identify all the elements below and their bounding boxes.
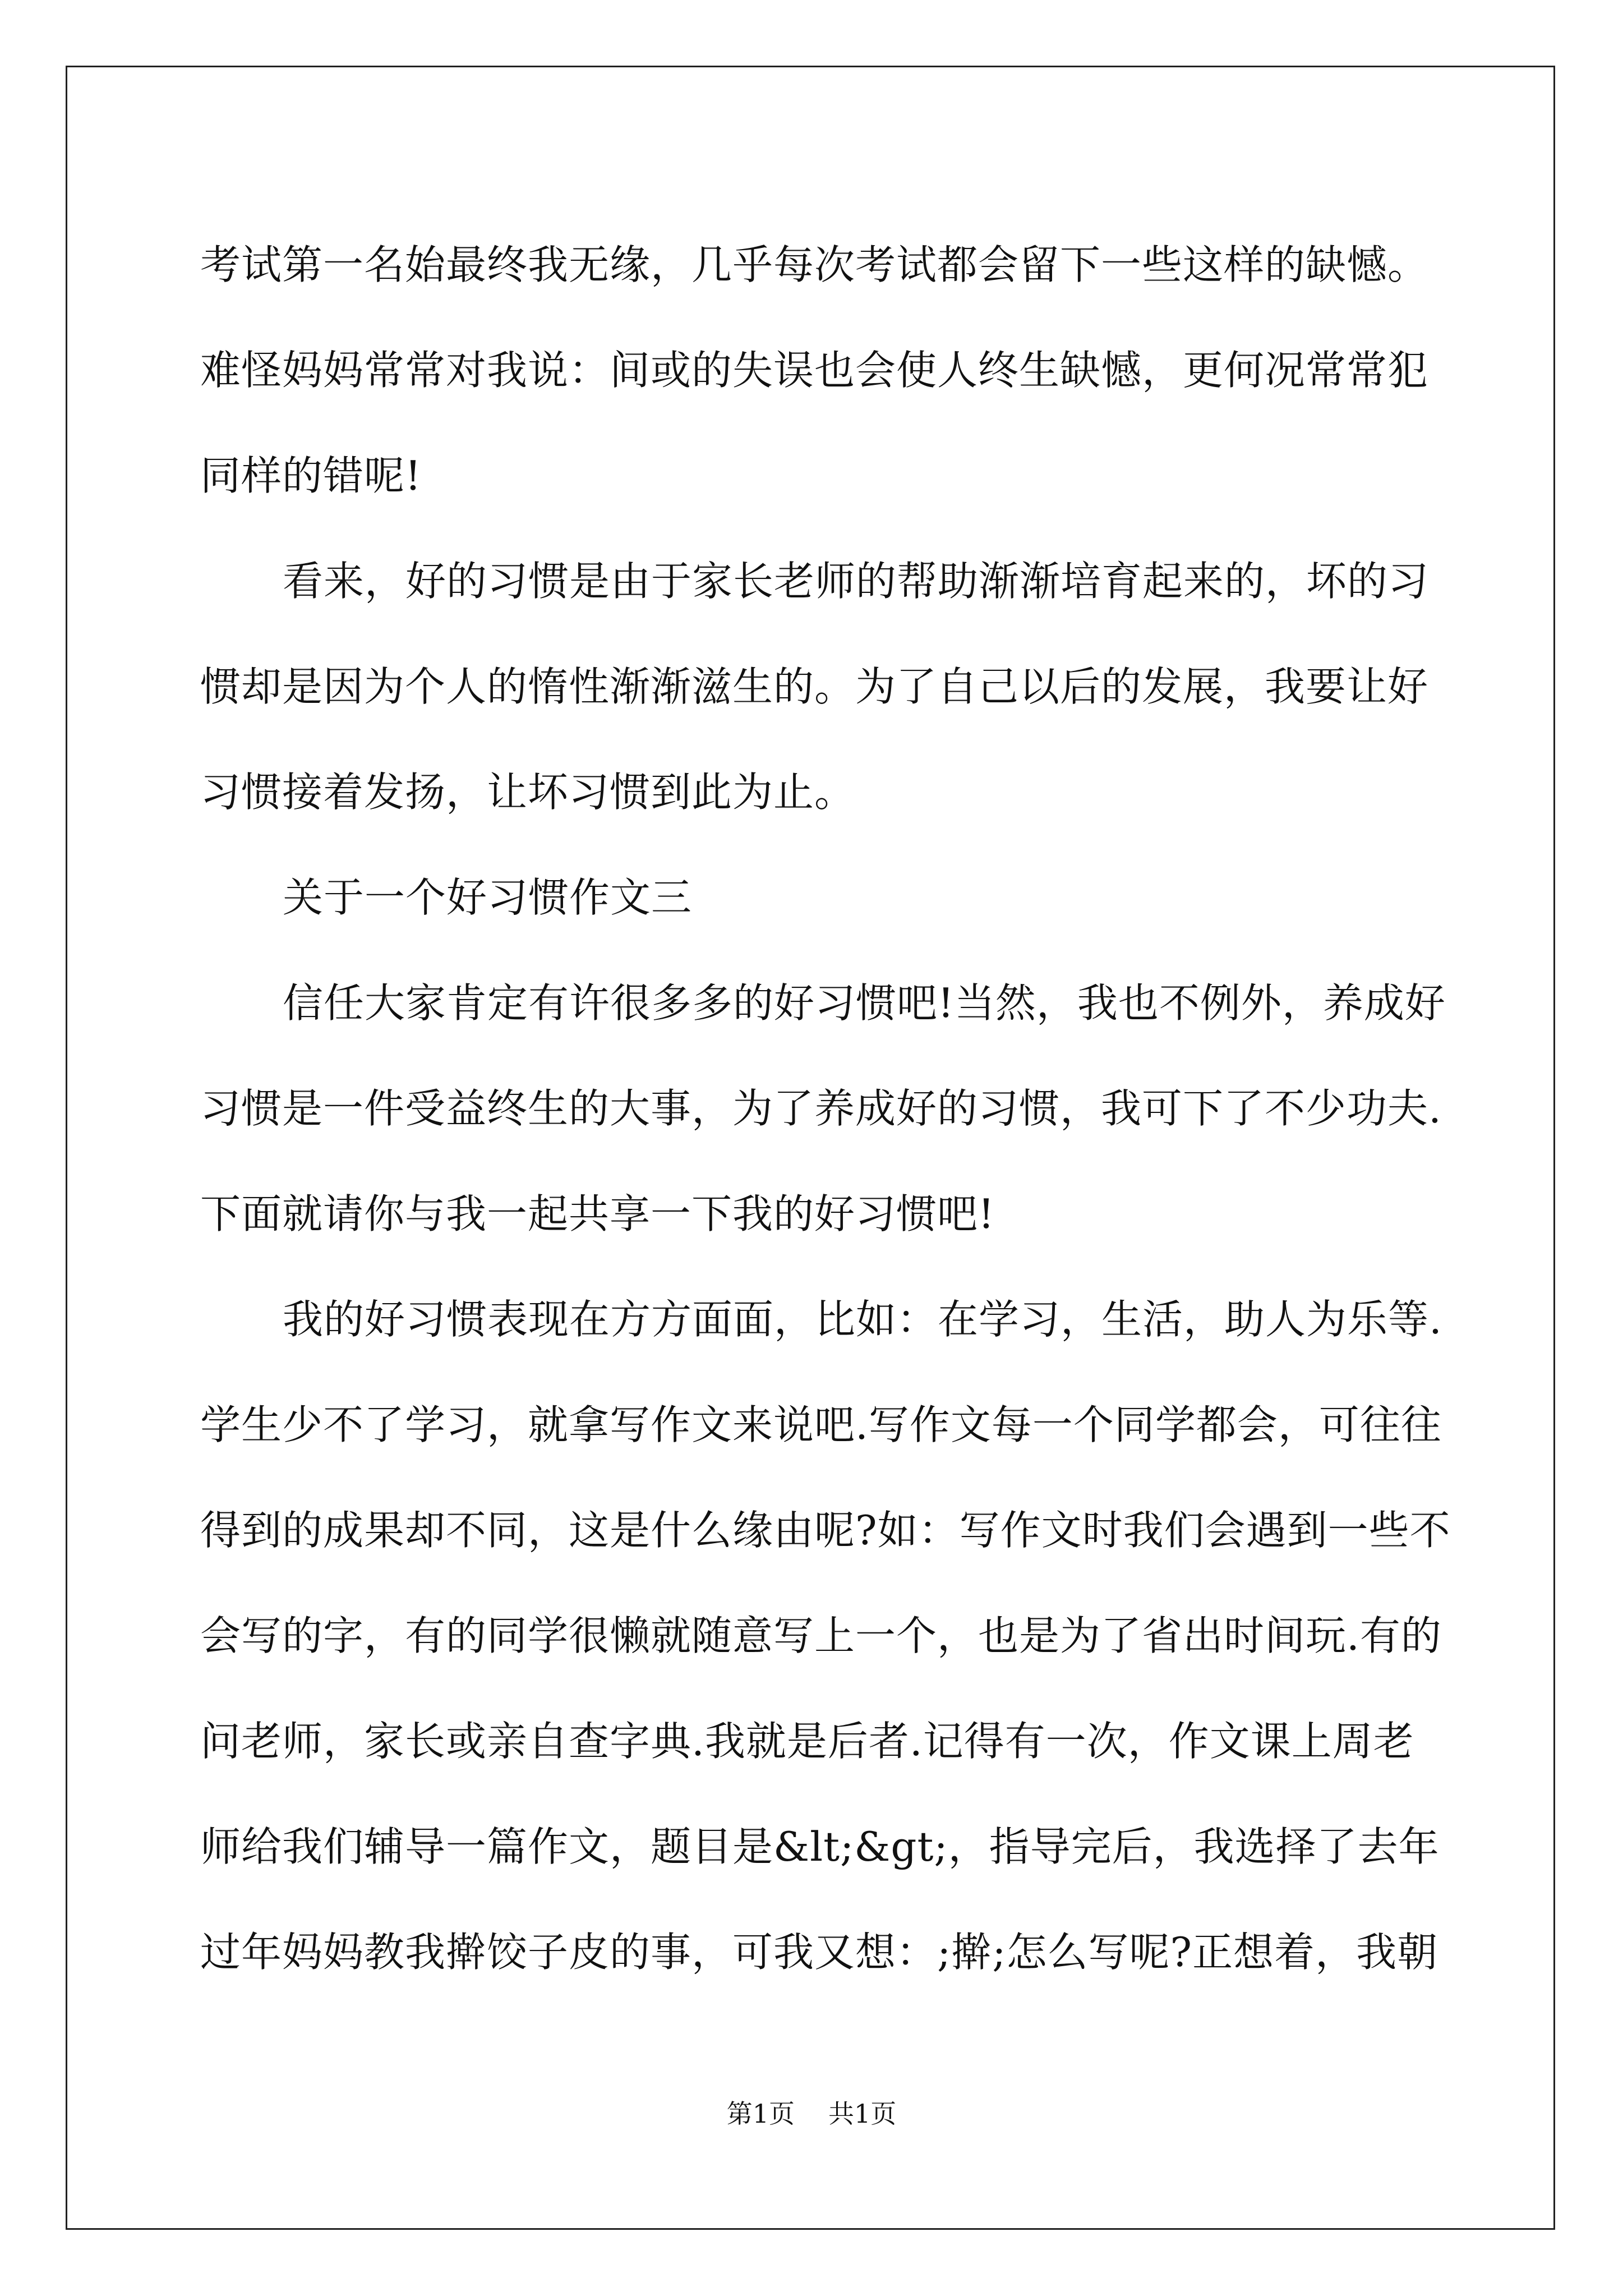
text-line: 得到的成果却不同，这是什么缘由呢?如：写作文时我们会遇到一些不	[200, 1507, 1451, 1554]
paragraph	[200, 528, 1451, 845]
text-line: 会写的字，有的同学很懒就随意写上一个，也是为了省出时间玩.有的	[200, 1612, 1442, 1659]
text-line: 看来，好的习惯是由于家长老师的帮助渐渐培育起来的，坏的习	[283, 558, 1430, 605]
text-line: 信任大家肯定有许很多多的好习惯吧!当然，我也不例外，养成好	[283, 979, 1446, 1027]
section-heading	[200, 845, 1451, 950]
paragraph	[200, 950, 1451, 1267]
text-line: 习惯接着发扬，让坏习惯到此为止。	[200, 769, 856, 816]
text-line: 同样的错呢!	[200, 452, 422, 499]
heading-text: 关于一个好习惯作文三	[283, 874, 693, 921]
text-line: 惯却是因为个人的惰性渐渐滋生的。为了自己以后的发展，我要让好	[200, 663, 1429, 710]
text-line: 学生少不了学习，就拿写作文来说吧.写作文每一个同学都会，可往往	[200, 1401, 1442, 1448]
page-footer	[0, 2097, 1623, 2131]
text-line: 师给我们辅导一篇作文，题目是&lt;&gt;，指导完后，我选择了去年	[200, 1823, 1440, 1870]
text-line: 过年妈妈教我擀饺子皮的事，可我又想：;擀;怎么写呢?正想着，我朝	[200, 1929, 1438, 1976]
text-line: 问老师，家长或亲自查字典.我就是后者.记得有一次，作文课上周老	[200, 1718, 1414, 1765]
text-line: 我的好习惯表现在方方面面，比如：在学习，生活，助人为乐等.	[283, 1296, 1442, 1343]
paragraph	[200, 1267, 1451, 2005]
text-line: 难怪妈妈常常对我说：间或的失误也会使人终生缺憾，更何况常常犯	[200, 347, 1429, 394]
page-total: 共1页	[828, 2099, 897, 2129]
text-line: 考试第一名始最终我无缘，几乎每次考试都会留下一些这样的缺憾。	[200, 241, 1429, 288]
text-line: 下面就请你与我一起共享一下我的好习惯吧!	[200, 1190, 995, 1237]
text-line: 习惯是一件受益终生的大事，为了养成好的习惯，我可下了不少功夫.	[200, 1085, 1442, 1132]
paragraph	[200, 212, 1451, 528]
document-body	[200, 212, 1451, 2005]
page-number: 第1页	[726, 2099, 795, 2129]
